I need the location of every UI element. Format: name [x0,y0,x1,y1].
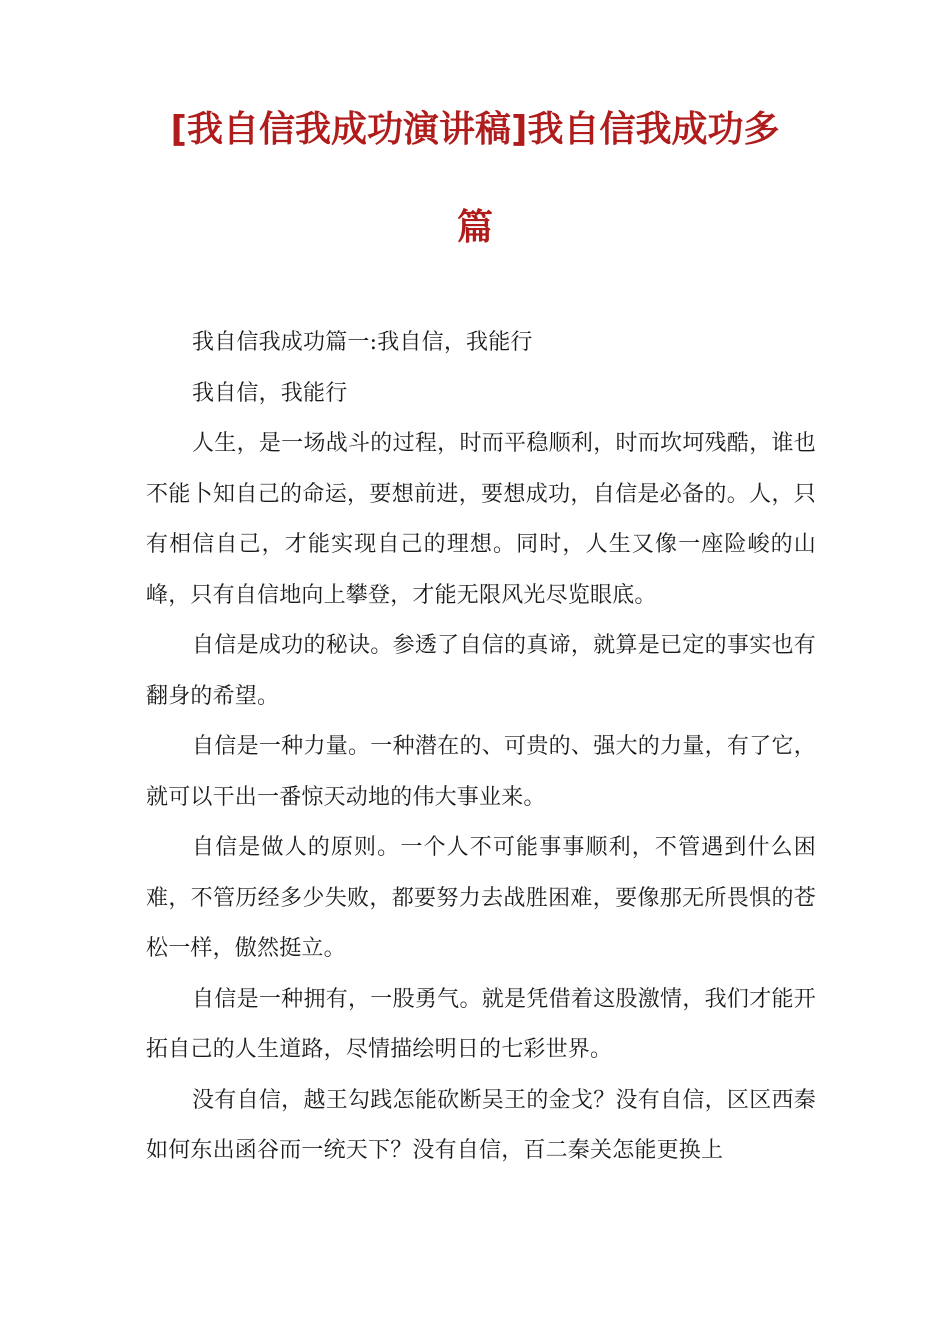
section-heading: 我自信我成功篇一:我自信，我能行 [192,330,533,355]
document-title-line-1: [我自信我成功演讲稿]我自信我成功多 [170,109,780,150]
subtitle-paragraph: 我自信，我能行 [192,380,348,406]
body-paragraph: 自信是成功的秘诀。参透了自信的真谛，就算是已定的事实也有翻身的希望。 [146,633,816,709]
body-paragraph: 自信是一种力量。一种潜在的、可贵的、强大的力量，有了它，就可以干出一番惊天动地的伟大事业来。 [146,734,816,810]
body-paragraph: 自信是做人的原则。一个人不可能事事顺利，不管遇到什么困难，不管历经多少失败，都要努力去战胜困难，要像那无所畏惧的苍松一样，傲然挺立。 [146,835,816,961]
body-paragraph: 自信是一种拥有，一股勇气。就是凭借着这股激情，我们才能开拓自己的人生道路，尽情描绘明日的七彩世界。 [146,986,816,1062]
document-body [146,318,816,1177]
body-paragraph: 没有自信，越王勾践怎能砍断吴王的金戈？没有自信，区区西秦如何东出函谷而一统天下？没有自信，百二秦关怎能更换上 [146,1087,816,1163]
document-title-line-2: 篇 [456,207,493,248]
body-paragraph: 人生，是一场战斗的过程，时而平稳顺利，时而坎坷残酷，谁也不能卜知自己的命运，要想前进，要想成功，自信是必备的。人，只有相信自己，才能实现自己的理想。同时，人生又像一座险峻的山峰，只有自信地向上攀登，才能无限风光尽览眼底。 [146,431,816,608]
